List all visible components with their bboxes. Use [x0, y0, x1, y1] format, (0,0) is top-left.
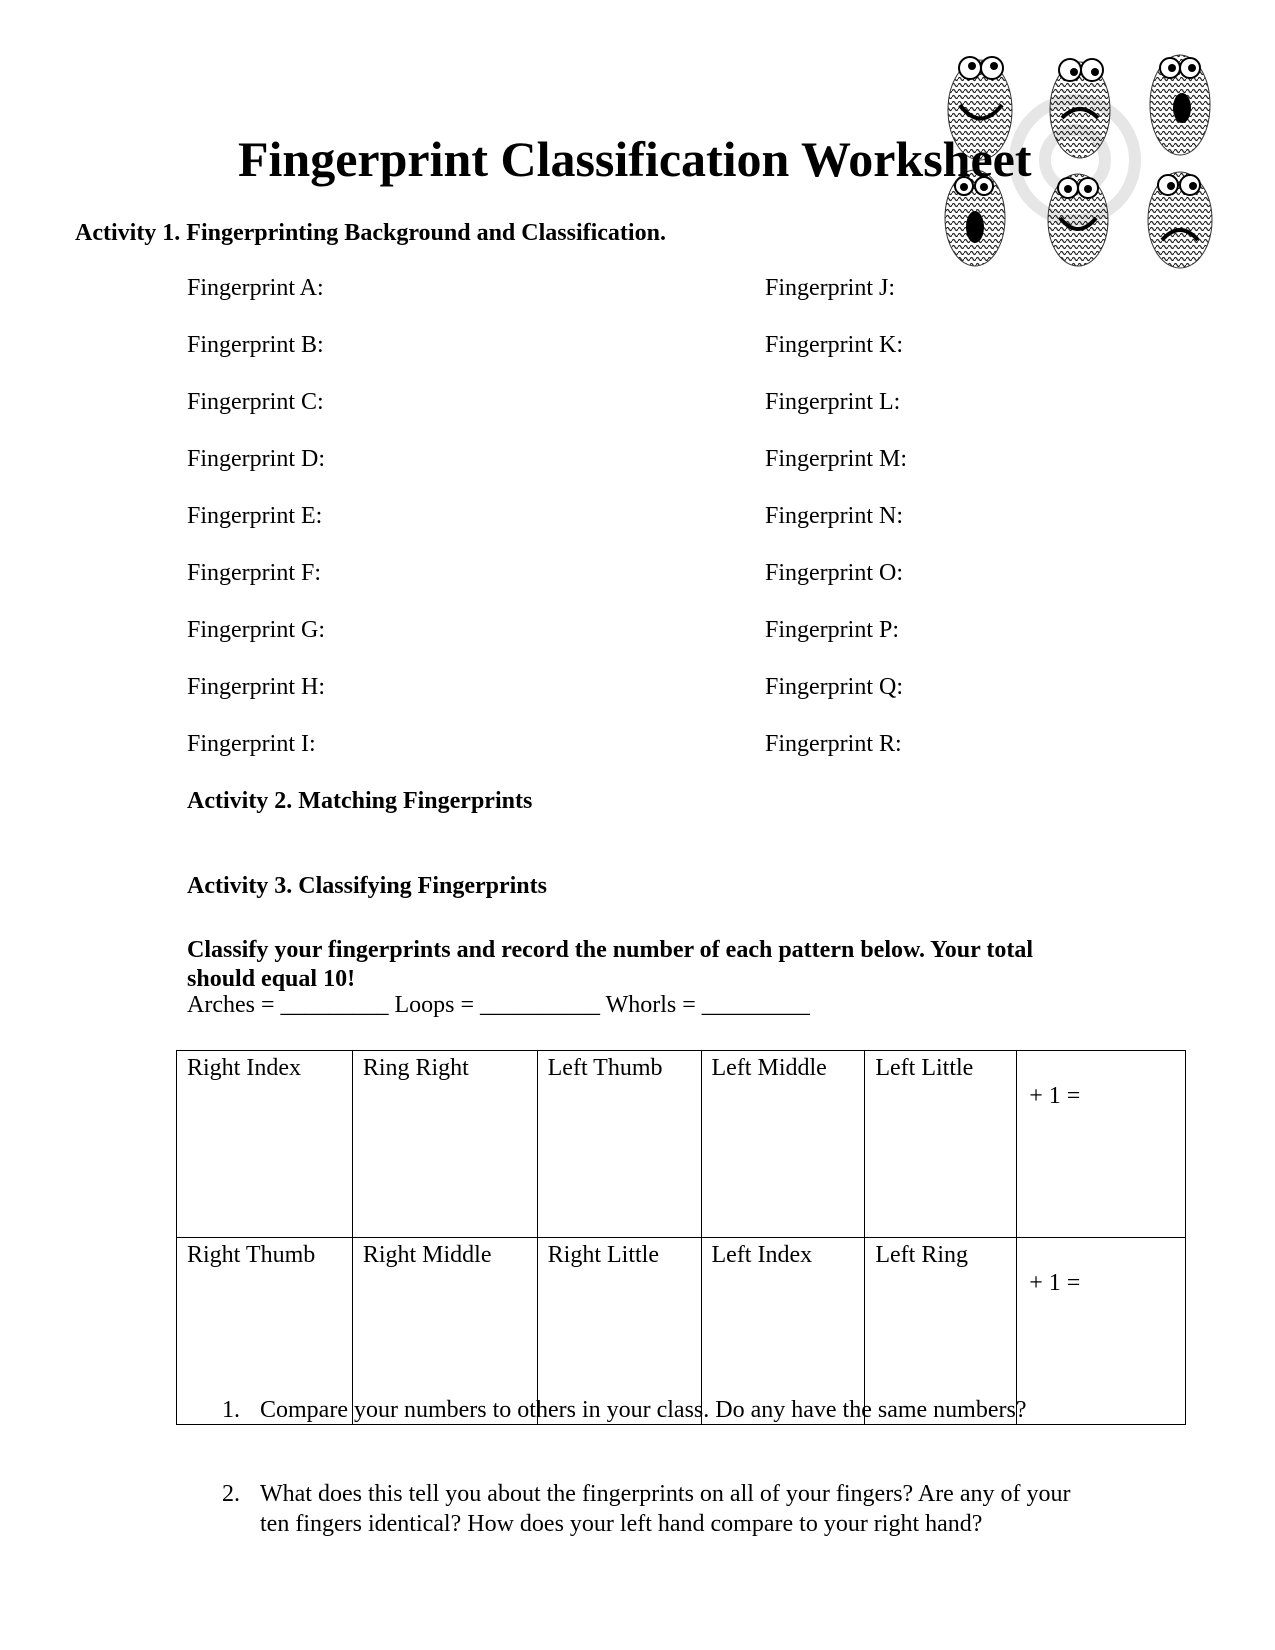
table-cell[interactable]: Right Index: [177, 1051, 353, 1238]
table-sum-cell[interactable]: + 1 =: [1017, 1238, 1186, 1425]
fingerprint-label-b: Fingerprint B:: [187, 332, 324, 358]
fingerprint-label-f: Fingerprint F:: [187, 560, 322, 586]
fingerprint-face-surprised-icon: [1150, 55, 1210, 155]
question-number: 2.: [222, 1481, 240, 1507]
fingerprint-label-d: Fingerprint D:: [187, 446, 325, 472]
table-cell[interactable]: Left Middle: [701, 1051, 865, 1238]
question-text: Compare your numbers to others in your class. Do any have the same numbers?: [260, 1397, 1027, 1423]
fingerprint-label-j: Fingerprint J:: [765, 275, 895, 301]
pattern-tally-line: Arches = _________ Loops = __________ Whorls = _________: [187, 992, 810, 1018]
question-number: 1.: [222, 1397, 240, 1423]
table-cell[interactable]: Right Middle: [352, 1238, 537, 1425]
table-cell[interactable]: Right Little: [537, 1238, 701, 1425]
question-1: [222, 1395, 1122, 1427]
fingerprint-face-grin-icon: [1048, 174, 1108, 266]
fingerprint-label-n: Fingerprint N:: [765, 503, 903, 529]
activity1-heading: Activity 1. Fingerprinting Background and Classification.: [75, 220, 666, 246]
fingerprint-label-q: Fingerprint Q:: [765, 674, 903, 700]
finger-classification-table: [176, 1050, 1186, 1425]
fingerprint-label-g: Fingerprint G:: [187, 617, 325, 643]
question-2: [222, 1479, 1122, 1543]
question-text: What does this tell you about the fingerprints on all of your fingers? Are any of your ten fingers identical? How does your left hand compare to your right hand?: [260, 1481, 1071, 1537]
table-cell[interactable]: Left Ring: [865, 1238, 1017, 1425]
fingerprint-label-c: Fingerprint C:: [187, 389, 324, 415]
fingerprint-label-r: Fingerprint R:: [765, 731, 902, 757]
fingerprint-label-e: Fingerprint E:: [187, 503, 323, 529]
fingerprint-label-p: Fingerprint P:: [765, 617, 900, 643]
table-sum-cell[interactable]: + 1 =: [1017, 1051, 1186, 1238]
fingerprint-face-sad-icon: [1148, 172, 1212, 268]
fingerprint-label-h: Fingerprint H:: [187, 674, 325, 700]
fingerprint-label-a: Fingerprint A:: [187, 275, 324, 301]
fingerprint-label-m: Fingerprint M:: [765, 446, 907, 472]
fingerprint-face-frown-icon: [1050, 59, 1110, 158]
activity3-heading: Activity 3. Classifying Fingerprints: [187, 873, 547, 899]
table-cell[interactable]: Left Little: [865, 1051, 1017, 1238]
table-cell[interactable]: Ring Right: [352, 1051, 537, 1238]
table-row: [177, 1051, 1186, 1238]
activity3-instructions: Classify your fingerprints and record the number of each pattern below. Your total should equal 10!: [187, 937, 1033, 992]
fingerprint-label-l: Fingerprint L:: [765, 389, 901, 415]
table-cell[interactable]: Left Thumb: [537, 1051, 701, 1238]
fingerprint-label-o: Fingerprint O:: [765, 560, 903, 586]
fingerprint-label-k: Fingerprint K:: [765, 332, 903, 358]
table-cell[interactable]: Left Index: [701, 1238, 865, 1425]
activity2-heading: Activity 2. Matching Fingerprints: [187, 788, 533, 814]
page-title: Fingerprint Classification Worksheet: [238, 131, 1032, 187]
table-cell[interactable]: Right Thumb: [177, 1238, 353, 1425]
fingerprint-label-i: Fingerprint I:: [187, 731, 316, 757]
